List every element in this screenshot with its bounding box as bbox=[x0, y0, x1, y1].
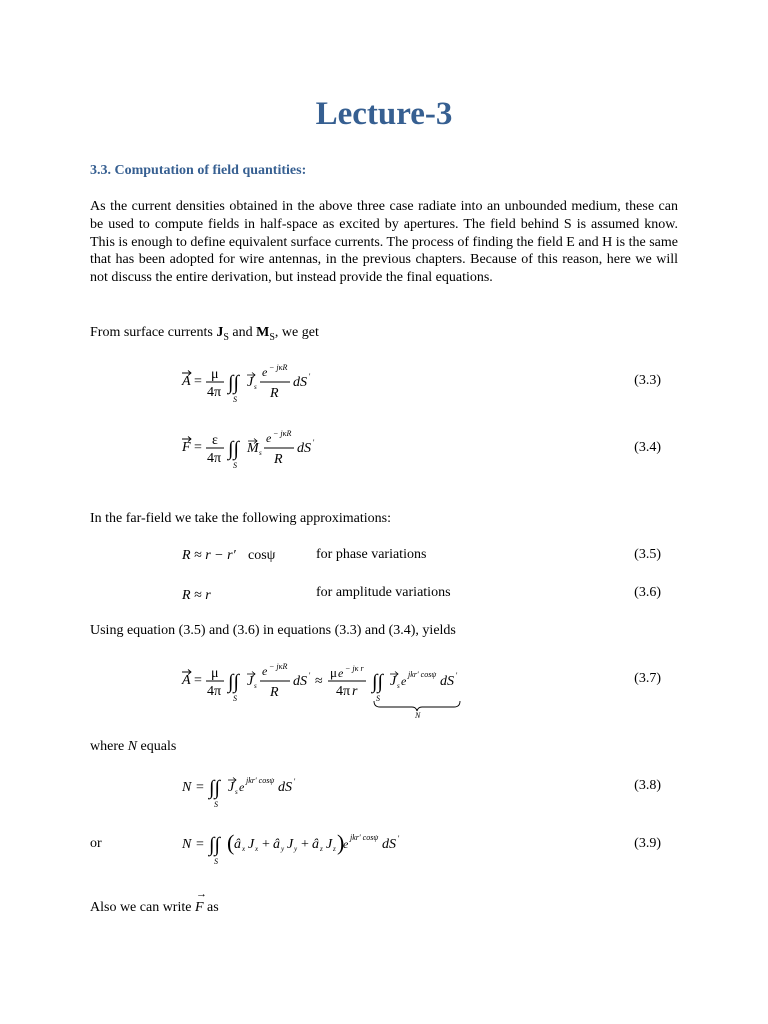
svg-text:μ: μ bbox=[330, 665, 337, 680]
svg-text:R ≈ r: R ≈ r bbox=[182, 588, 211, 603]
section-heading: 3.3. Computation of field quantities: bbox=[90, 163, 307, 178]
intro-paragraph-text: As the current densities obtained in the above three case radiate into an unbounded medium, these can be used to compute fields in half-space as excited by apertures. The field behind S is assumed know. This is enough to define equivalent surface currents. The process of finding the field E and H is the same that has been adopted for wire antennas, in the previous chapters. Because of this reason, here we will not discuss the entire derivation, but instead provide the final equations. bbox=[90, 199, 678, 286]
svg-text:e: e bbox=[343, 837, 349, 851]
equation-3-7 bbox=[176, 656, 476, 718]
svg-text:r: r bbox=[352, 684, 358, 699]
svg-text:∫∫: ∫∫ bbox=[228, 438, 239, 460]
svg-text:jkr′ cosψ: jkr′ cosψ bbox=[350, 833, 379, 842]
svg-text:dS: dS bbox=[382, 837, 396, 852]
j-symbol: J bbox=[216, 325, 224, 340]
svg-text:∫∫: ∫∫ bbox=[228, 372, 239, 394]
surface-currents-line bbox=[90, 325, 319, 343]
svg-text:â: â bbox=[312, 837, 319, 852]
svg-text:jkr′ cosψ: jkr′ cosψ bbox=[246, 776, 275, 785]
equation-3-9 bbox=[176, 823, 426, 871]
j-subscript: S bbox=[223, 331, 229, 343]
svg-text:S: S bbox=[376, 694, 380, 703]
svg-text:N: N bbox=[415, 711, 421, 720]
svg-text:∫∫: ∫∫ bbox=[228, 671, 239, 693]
f-symbol: F bbox=[194, 900, 204, 915]
svg-text:R: R bbox=[270, 386, 279, 401]
svg-text:=: = bbox=[196, 837, 204, 852]
svg-text:e: e bbox=[262, 664, 268, 678]
far-field-intro-text: In the far-field we take the following approximations: bbox=[90, 511, 392, 526]
svg-text:cosψ: cosψ bbox=[248, 548, 276, 563]
svg-text:): ) bbox=[337, 830, 345, 855]
equation-number-3-3: (3.3) bbox=[634, 373, 661, 388]
using-text bbox=[90, 622, 678, 640]
svg-text:μ: μ bbox=[211, 666, 219, 681]
svg-text:dS: dS bbox=[293, 674, 307, 689]
svg-text:z: z bbox=[333, 845, 336, 853]
also-suffix: as bbox=[203, 900, 219, 915]
equation-number-3-8: (3.8) bbox=[634, 778, 661, 793]
svg-text:=: = bbox=[194, 374, 202, 389]
svg-text:μ: μ bbox=[211, 367, 219, 382]
svg-text:− jκR: − jκR bbox=[269, 662, 288, 671]
svg-text:â: â bbox=[273, 837, 280, 852]
svg-text:J: J bbox=[248, 837, 255, 852]
svg-text:R: R bbox=[270, 685, 279, 700]
svg-text:': ' bbox=[398, 834, 400, 843]
svg-text:e: e bbox=[266, 431, 272, 445]
svg-text:=: = bbox=[194, 440, 202, 455]
surface-currents-suffix: , we get bbox=[274, 325, 319, 340]
f-vector bbox=[194, 888, 207, 916]
svg-text:A: A bbox=[182, 673, 191, 688]
svg-text:s: s bbox=[235, 788, 238, 796]
where-text bbox=[90, 739, 176, 755]
svg-text:s: s bbox=[254, 682, 257, 690]
svg-text:J: J bbox=[390, 674, 397, 689]
svg-text:': ' bbox=[456, 671, 458, 680]
svg-text:− jκR: − jκR bbox=[269, 363, 288, 372]
svg-text:∫∫: ∫∫ bbox=[209, 834, 220, 856]
svg-text:s: s bbox=[259, 449, 262, 457]
svg-text:': ' bbox=[309, 372, 311, 381]
svg-text:e: e bbox=[338, 666, 344, 680]
equation-number-3-9: (3.9) bbox=[634, 836, 661, 851]
svg-text:x: x bbox=[242, 845, 246, 853]
equation-3-4 bbox=[176, 426, 336, 470]
svg-text:R ≈ r − r′: R ≈ r − r′ bbox=[182, 548, 236, 563]
equation-number-3-6: (3.6) bbox=[634, 585, 661, 600]
svg-text:s: s bbox=[397, 682, 400, 690]
m-symbol: M bbox=[256, 325, 270, 340]
surface-currents-and: and bbox=[228, 325, 257, 340]
svg-text:+: + bbox=[262, 837, 270, 852]
phase-variations-note: for phase variations bbox=[316, 547, 427, 562]
far-field-intro bbox=[90, 510, 678, 528]
svg-text:4π: 4π bbox=[207, 385, 222, 400]
svg-text:ε: ε bbox=[212, 433, 218, 448]
svg-text:4π: 4π bbox=[336, 684, 351, 699]
svg-text:dS: dS bbox=[293, 375, 307, 390]
amplitude-variations-note: for amplitude variations bbox=[316, 585, 451, 600]
equation-3-3 bbox=[176, 360, 336, 404]
surface-currents-prefix: From surface currents bbox=[90, 325, 217, 340]
svg-text:− jκR: − jκR bbox=[273, 429, 292, 438]
equation-number-3-5: (3.5) bbox=[634, 547, 661, 562]
equation-3-5 bbox=[176, 542, 296, 566]
svg-text:∫∫: ∫∫ bbox=[372, 671, 383, 693]
svg-text:S: S bbox=[233, 395, 237, 404]
svg-text:dS: dS bbox=[278, 780, 292, 795]
svg-text:=: = bbox=[196, 780, 204, 795]
svg-text:4π: 4π bbox=[207, 684, 222, 699]
vector-arrow-icon: → bbox=[195, 888, 207, 900]
svg-text:': ' bbox=[294, 777, 296, 786]
svg-text:N: N bbox=[182, 780, 192, 795]
also-prefix: Also we can write bbox=[90, 900, 195, 915]
intro-paragraph bbox=[90, 198, 678, 287]
page-title: Lecture-3 bbox=[315, 96, 453, 132]
svg-text:z: z bbox=[320, 845, 323, 853]
svg-text:S: S bbox=[233, 694, 237, 703]
svg-text:e: e bbox=[401, 674, 407, 688]
also-text bbox=[90, 888, 219, 916]
svg-text:(: ( bbox=[227, 830, 235, 855]
m-subscript: S bbox=[269, 331, 275, 343]
equation-3-8 bbox=[176, 766, 316, 814]
svg-text:F: F bbox=[182, 440, 191, 455]
svg-text:e: e bbox=[239, 780, 245, 794]
svg-text:=: = bbox=[194, 673, 202, 688]
svg-text:J: J bbox=[247, 375, 254, 390]
svg-text:N: N bbox=[182, 837, 192, 852]
svg-text:': ' bbox=[309, 671, 311, 680]
svg-text:J: J bbox=[247, 674, 254, 689]
svg-text:≈: ≈ bbox=[315, 674, 323, 689]
or-label: or bbox=[90, 836, 102, 851]
where-prefix: where bbox=[90, 739, 128, 754]
where-suffix: equals bbox=[137, 739, 177, 754]
svg-text:∫∫: ∫∫ bbox=[209, 777, 220, 799]
svg-text:dS: dS bbox=[297, 441, 311, 456]
equation-number-3-7: (3.7) bbox=[634, 671, 661, 686]
svg-text:â: â bbox=[234, 837, 241, 852]
svg-text:x: x bbox=[255, 845, 259, 853]
svg-text:+: + bbox=[301, 837, 309, 852]
svg-text:e: e bbox=[262, 365, 268, 379]
svg-text:− jκ r: − jκ r bbox=[345, 664, 364, 673]
equation-number-3-4: (3.4) bbox=[634, 440, 661, 455]
n-symbol: N bbox=[127, 739, 138, 754]
svg-text:S: S bbox=[214, 800, 218, 809]
svg-text:A: A bbox=[182, 374, 191, 389]
svg-text:': ' bbox=[313, 438, 315, 447]
svg-text:R: R bbox=[274, 452, 283, 467]
svg-text:J: J bbox=[287, 837, 294, 852]
svg-text:J: J bbox=[326, 837, 333, 852]
equation-3-6 bbox=[176, 582, 236, 606]
svg-text:y: y bbox=[281, 845, 285, 853]
svg-text:J: J bbox=[228, 780, 235, 795]
svg-text:M: M bbox=[247, 441, 259, 456]
svg-text:s: s bbox=[254, 383, 257, 391]
using-text-line: Using equation (3.5) and (3.6) in equations (3.3) and (3.4), yields bbox=[90, 623, 456, 638]
svg-text:4π: 4π bbox=[207, 451, 222, 466]
svg-text:S: S bbox=[233, 461, 237, 470]
svg-text:jkr′ cosψ: jkr′ cosψ bbox=[408, 670, 437, 679]
svg-text:S: S bbox=[214, 857, 218, 866]
svg-text:y: y bbox=[294, 845, 298, 853]
svg-text:dS: dS bbox=[440, 674, 454, 689]
